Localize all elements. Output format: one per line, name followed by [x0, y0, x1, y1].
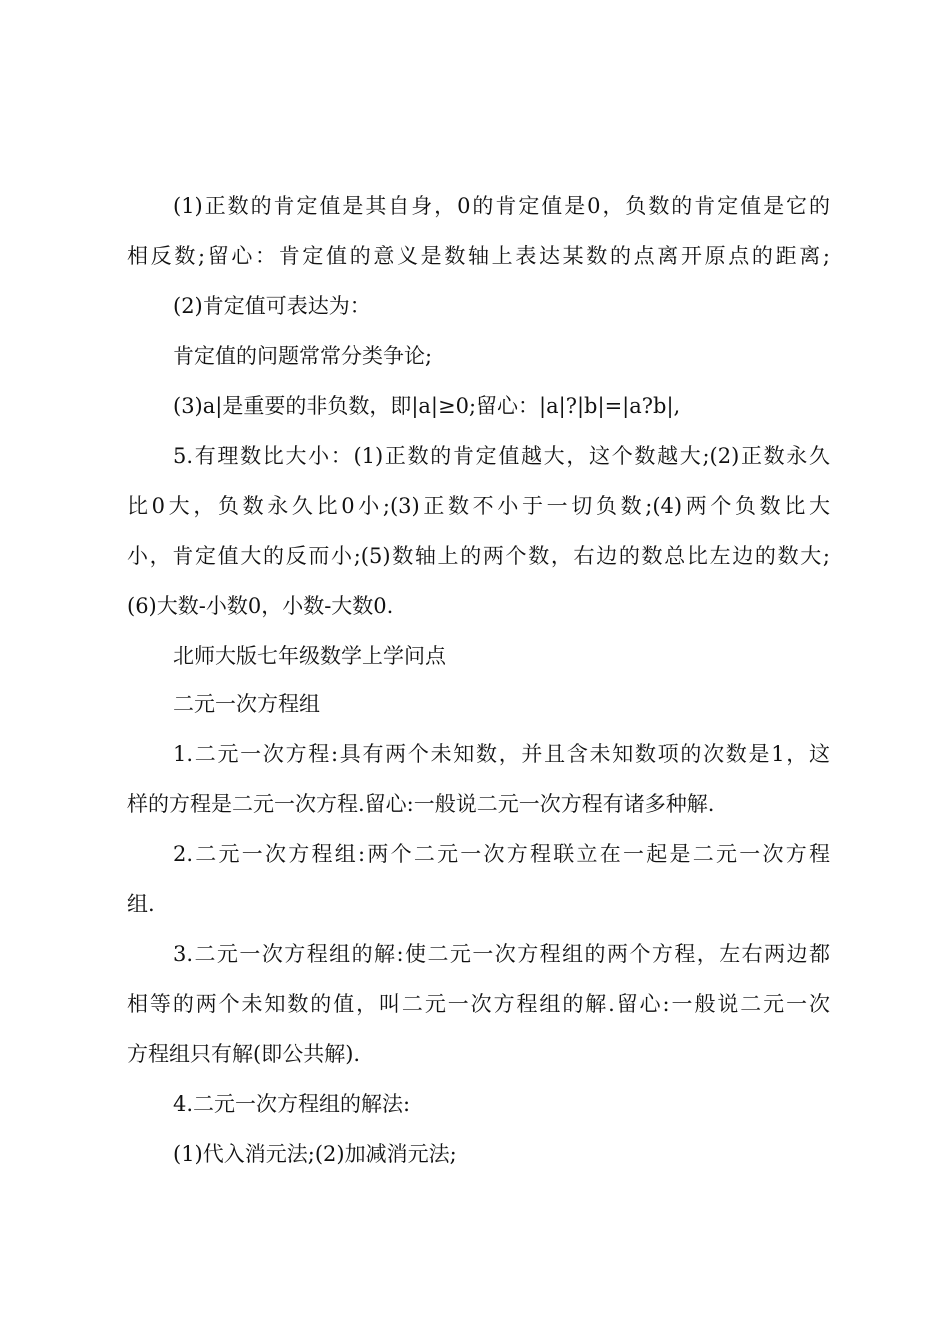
section-subtitle: 二元一次方程组 [173, 692, 320, 716]
paragraph-5-line-4: (6)大数-小数0，小数-大数0. [127, 594, 394, 618]
paragraph-5-line-2: 比0大，负数永久比0小;(3)正数不小于一切负数;(4)两个负数比大 [127, 494, 830, 518]
item-4: 4.二元一次方程组的解法: [173, 1092, 411, 1116]
item-1-line-2: 样的方程是二元一次方程.留心:一般说二元一次方程有诸多种解. [127, 792, 715, 816]
item-2-line-1: 2.二元一次方程组:两个二元一次方程联立在一起是二元一次方程 [173, 842, 830, 866]
item-4-methods: (1)代入消元法;(2)加减消元法; [173, 1142, 457, 1166]
paragraph-4: (3)a|是重要的非负数，即|a|≥0;留心：|a|?|b|=|a?b|, [173, 394, 681, 418]
item-2-line-2: 组. [127, 892, 155, 916]
paragraph-1-line-2: 相反数;留心：肯定值的意义是数轴上表达某数的点离开原点的距离; [127, 244, 830, 268]
section-title: 北师大版七年级数学上学问点 [173, 644, 446, 668]
paragraph-1-line-1: (1)正数的肯定值是其自身，0的肯定值是0，负数的肯定值是它的 [173, 194, 830, 218]
item-3-line-3: 方程组只有解(即公共解). [127, 1042, 361, 1066]
paragraph-2: (2)肯定值可表达为： [173, 294, 371, 318]
item-1-line-1: 1.二元一次方程:具有两个未知数，并且含未知数项的次数是1，这 [173, 742, 830, 766]
paragraph-5-line-3: 小，肯定值大的反而小;(5)数轴上的两个数，右边的数总比左边的数大; [127, 544, 830, 568]
paragraph-5-line-1: 5.有理数比大小：(1)正数的肯定值越大，这个数越大;(2)正数永久 [173, 444, 830, 468]
paragraph-3: 肯定值的问题常常分类争论; [173, 344, 433, 368]
item-3-line-2: 相等的两个未知数的值，叫二元一次方程组的解.留心:一般说二元一次 [127, 992, 830, 1016]
item-3-line-1: 3.二元一次方程组的解:使二元一次方程组的两个方程，左右两边都 [173, 942, 830, 966]
